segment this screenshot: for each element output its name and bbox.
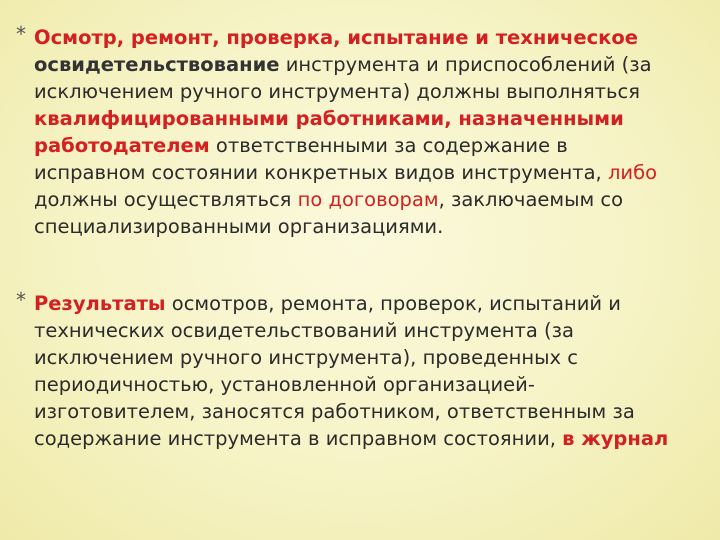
text-line [34, 186, 706, 213]
text-run: технических освидетельствований инструмента (за [34, 319, 574, 342]
text-run: изготовителем, заносятся работником, ответственным за [34, 400, 635, 423]
text-run: периодичностью, установленной организацией- [34, 373, 535, 396]
bullet-text [16, 24, 706, 240]
emphasis-run: освидетельствование [34, 53, 280, 76]
text-line [34, 371, 706, 398]
bullet-marker: * [16, 22, 26, 46]
bullet-item-1 [16, 24, 706, 240]
text-line [34, 24, 706, 51]
emphasis-run: Результаты [34, 292, 166, 315]
bullet-marker: * [16, 288, 26, 312]
text-run: исключением ручного инструмента) должны выполняться [34, 80, 640, 103]
bullet-text [16, 290, 706, 452]
text-line [34, 51, 706, 78]
emphasis-run: квалифицированными работниками, назначенными [34, 107, 624, 130]
bullet-item-2 [16, 290, 706, 452]
text-run: ответственными за содержание в [209, 134, 568, 157]
text-line [34, 344, 706, 371]
text-run: специализированными организациями. [34, 215, 444, 238]
text-run: инструмента и приспособлений (за [279, 53, 652, 76]
text-run: должны осуществляться [34, 188, 298, 211]
text-line [34, 290, 706, 317]
text-line [34, 398, 706, 425]
text-line [34, 132, 706, 159]
text-line [34, 317, 706, 344]
text-run: содержание инструмента в исправном состоянии, [34, 427, 563, 450]
emphasis-run: в журнал [562, 427, 669, 450]
text-run: исправном состоянии конкретных видов инструмента, [34, 161, 608, 184]
emphasis-run: работодателем [34, 134, 210, 157]
text-run: , заключаемым со [438, 188, 624, 211]
text-run: осмотров, ремонта, проверок, испытаний и [165, 292, 621, 315]
emphasis-run: по договорам [297, 188, 439, 211]
emphasis-run: Осмотр, ремонт, проверка, испытание и техническое [34, 26, 639, 49]
emphasis-run: либо [607, 161, 658, 184]
text-line [34, 78, 706, 105]
text-line [34, 425, 706, 452]
text-line [34, 105, 706, 132]
text-run: исключением ручного инструмента), проведенных с [34, 346, 578, 369]
text-line [34, 159, 706, 186]
text-line [34, 213, 706, 240]
